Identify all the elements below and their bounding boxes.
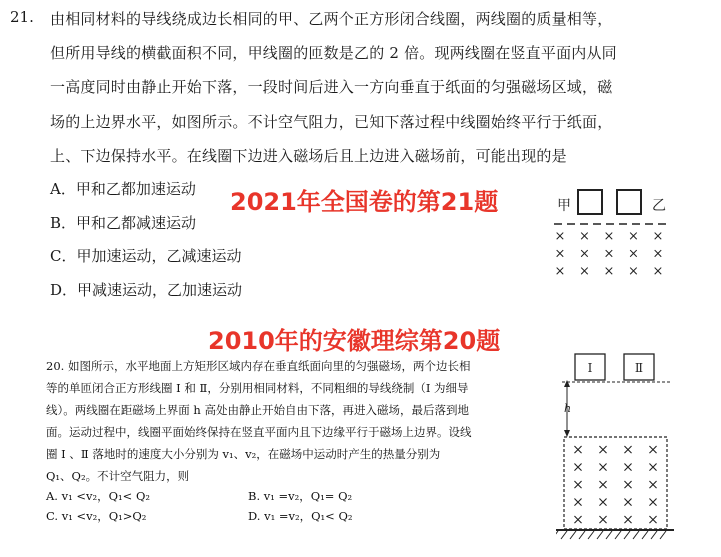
question-21-figure bbox=[548, 182, 718, 282]
field-cross: × bbox=[597, 459, 609, 476]
height-label: h bbox=[564, 402, 572, 415]
field-cross: × bbox=[572, 459, 584, 476]
hatch-mark bbox=[615, 531, 621, 539]
question-20-line-4: 面。运动过程中，线圈平面始终保持在竖直平面内且下边缘平行于磁场上边界。设线 bbox=[46, 425, 472, 439]
field-cross: × bbox=[622, 459, 634, 476]
field-cross: × bbox=[652, 246, 664, 262]
question-21-option-a: A．甲和乙都加速运动 bbox=[50, 180, 196, 198]
question-20-line-2: 等的单匝闭合正方形线圈 Ⅰ 和 Ⅱ，分别用相同材料，不同粗细的导线绕制（Ⅰ 为细导 bbox=[46, 381, 469, 395]
field-cross: × bbox=[603, 229, 615, 244]
hatch-mark bbox=[651, 531, 657, 539]
ground-hatching bbox=[556, 531, 666, 539]
question-20-option-d: D. v₁ =v₂，Q₁< Q₂ bbox=[248, 509, 353, 523]
question-21-option-c: C．甲加速运动，乙减速运动 bbox=[50, 247, 242, 265]
question-20-option-c: C. v₁ <v₂，Q₁>Q₂ bbox=[46, 509, 147, 523]
question-20-line-1: 20. 如图所示，水平地面上方矩形区域内存在垂直纸面向里的匀强磁场，两个边长相 bbox=[46, 359, 471, 373]
banner-2021-label: 2021年全国卷的第21题 bbox=[230, 188, 499, 216]
field-cross: × bbox=[622, 442, 634, 458]
hatch-mark bbox=[642, 531, 648, 539]
field-cross: × bbox=[572, 512, 584, 528]
hatch-mark bbox=[624, 531, 630, 539]
field-cross: × bbox=[579, 264, 590, 279]
question-21-number: 21. bbox=[10, 8, 34, 26]
field-cross: × bbox=[603, 264, 615, 279]
field-cross: × bbox=[628, 229, 639, 244]
question-21-line-5: 上、下边保持水平。在线圈下边进入磁场后且上边进入磁场前，可能出现的是 bbox=[50, 147, 567, 165]
field-cross: × bbox=[628, 264, 639, 279]
hatch-mark bbox=[633, 531, 639, 539]
field-cross: × bbox=[652, 264, 664, 279]
hatch-mark bbox=[606, 531, 612, 539]
field-cross: × bbox=[572, 494, 584, 511]
field-cross: × bbox=[579, 246, 590, 262]
field-cross: × bbox=[622, 494, 634, 511]
question-21-option-d: D．甲减速运动，乙加速运动 bbox=[50, 281, 243, 299]
field-cross: × bbox=[597, 477, 609, 493]
figure-label-jia: 甲 bbox=[557, 198, 571, 214]
field-cross: × bbox=[597, 512, 609, 528]
question-20-option-b: B. v₁ =v₂，Q₁= Q₂ bbox=[248, 489, 353, 503]
height-arrow-down-head bbox=[564, 430, 570, 437]
hatch-mark bbox=[570, 531, 576, 539]
field-cross: × bbox=[572, 477, 584, 493]
field-cross: × bbox=[554, 246, 566, 262]
field-cross: × bbox=[647, 459, 659, 476]
field-cross: × bbox=[622, 477, 634, 493]
field-cross: × bbox=[597, 494, 609, 511]
question-20-line-3: 线）。两线圈在距磁场上界面 h 高处由静止开始自由下落，再进入磁场，最后落到地 bbox=[46, 403, 469, 417]
banner-2010-label: 2010年的安徽理综第20题 bbox=[208, 327, 501, 355]
coil-jia bbox=[578, 190, 602, 214]
field-cross: × bbox=[647, 512, 659, 528]
hatch-mark bbox=[588, 531, 594, 539]
hatch-mark bbox=[561, 531, 567, 539]
field-cross: × bbox=[647, 494, 659, 511]
field-cross: × bbox=[572, 442, 584, 458]
figure-label-yi: 乙 bbox=[652, 198, 666, 214]
field-cross: × bbox=[554, 264, 566, 279]
hatch-mark bbox=[579, 531, 585, 539]
question-20-option-a: A. v₁ <v₂，Q₁< Q₂ bbox=[46, 489, 150, 503]
question-21-line-3: 一高度同时由静止开始下落，一段时间后进入一方向垂直于纸面的匀强磁场区域，磁 bbox=[50, 78, 613, 96]
question-21-line-4: 场的上边界水平，如图所示。不计空气阻力，已知下落过程中线圈始终平行于纸面， bbox=[50, 113, 613, 131]
question-20-line-5: 圈 Ⅰ 、Ⅱ 落地时的速度大小分别为 v₁、v₂，在磁场中运动时产生的热量分别为 bbox=[46, 447, 441, 461]
field-cross: × bbox=[579, 229, 590, 244]
field-cross: × bbox=[603, 246, 615, 262]
hatch-mark bbox=[597, 531, 603, 539]
question-21-option-b: B．甲和乙都减速运动 bbox=[50, 214, 197, 232]
field-cross: × bbox=[554, 229, 566, 244]
field-cross: × bbox=[597, 442, 609, 458]
field-cross: × bbox=[647, 442, 659, 458]
coil-i-label: Ⅰ bbox=[587, 361, 593, 375]
question-20-line-6: Q₁、Q₂。不计空气阻力，则 bbox=[46, 469, 190, 483]
field-cross: × bbox=[628, 246, 639, 262]
field-cross: × bbox=[647, 477, 659, 493]
question-21-line-2: 但所用导线的横截面积不同，甲线圈的匝数是乙的 2 倍。现两线圈在竖直平面内从同 bbox=[50, 44, 617, 62]
question-21-line-1: 由相同材料的导线绕成边长相同的甲、乙两个正方形闭合线圈，两线圈的质量相等， bbox=[50, 10, 613, 28]
coil-ii-label: Ⅱ bbox=[634, 361, 644, 375]
magnetic-field-crosses-region bbox=[572, 442, 659, 528]
field-cross: × bbox=[622, 512, 634, 528]
question-20-figure bbox=[556, 346, 676, 553]
hatch-mark bbox=[556, 531, 558, 539]
magnetic-field-crosses bbox=[555, 229, 664, 279]
hatch-mark bbox=[660, 531, 666, 539]
height-arrow-up-head bbox=[564, 380, 570, 387]
field-cross: × bbox=[652, 229, 664, 244]
coil-yi bbox=[617, 190, 641, 214]
